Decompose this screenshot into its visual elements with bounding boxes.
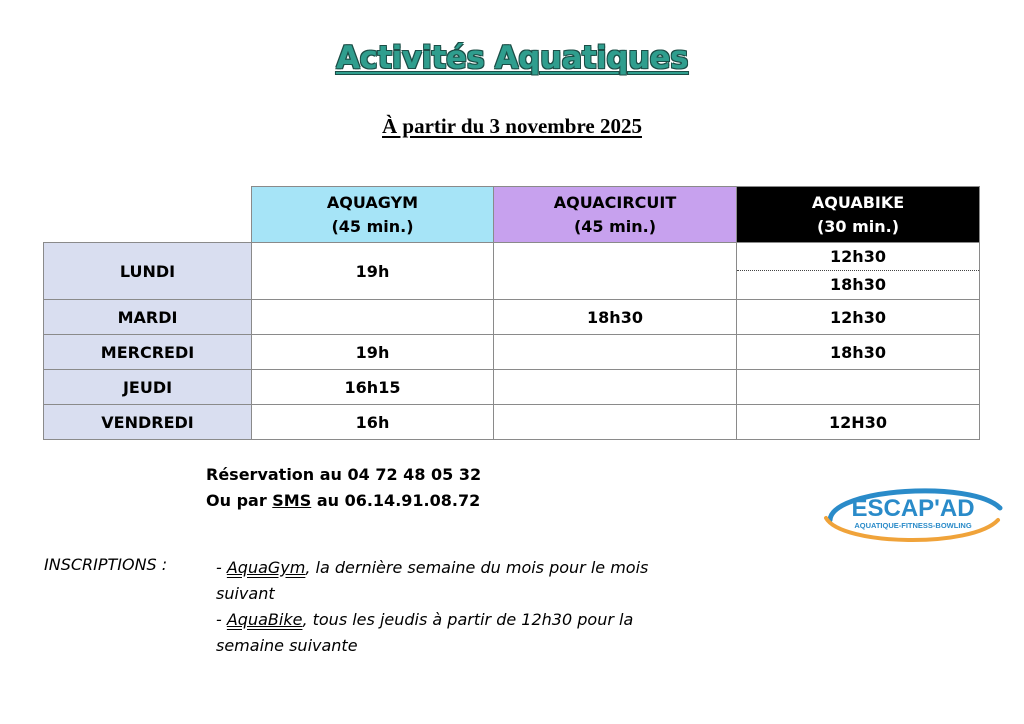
aquabike-time-2: 18h30 xyxy=(830,275,886,294)
aquabike-cell: 18h30 xyxy=(737,335,980,370)
activity-name: AquaBike xyxy=(226,610,303,629)
activity-name: AquaGym xyxy=(226,558,306,577)
aquagym-cell: 16h15 xyxy=(252,370,494,405)
aquacircuit-cell xyxy=(494,405,737,440)
column-header-aquacircuit xyxy=(494,187,737,243)
column-name: AQUAGYM xyxy=(326,192,419,212)
aquagym-cell xyxy=(252,300,494,335)
aquagym-cell: 16h xyxy=(252,405,494,440)
day-cell: MERCREDI xyxy=(44,335,252,370)
column-duration: (30 min.) xyxy=(816,216,900,236)
column-header-aquagym xyxy=(252,187,494,243)
reservation-phone: Réservation au 04 72 48 05 32 xyxy=(206,465,482,484)
day-cell: VENDREDI xyxy=(44,405,252,440)
dash: - xyxy=(216,610,227,629)
day-cell: LUNDI xyxy=(44,243,252,300)
table-row-lundi xyxy=(44,243,980,300)
day-cell: JEUDI xyxy=(44,370,252,405)
aquagym-cell: 19h xyxy=(252,335,494,370)
inscriptions-details xyxy=(216,555,656,659)
day-cell: MARDI xyxy=(44,300,252,335)
reservation-sms xyxy=(206,488,481,514)
table-row-jeudi xyxy=(44,370,980,405)
inscriptions-label: INSCRIPTIONS : xyxy=(44,555,168,574)
inscription-text: , la dernière semaine du mois pour le mois suivant xyxy=(216,558,649,603)
escapad-logo xyxy=(822,478,1004,548)
sms-prefix: Ou par xyxy=(206,491,273,510)
dash: - xyxy=(216,558,227,577)
column-name: AQUABIKE xyxy=(811,192,905,212)
aquacircuit-cell xyxy=(494,335,737,370)
aquabike-cell xyxy=(737,370,980,405)
inscription-text: , tous les jeudis à partir de 12h30 pour la semaine suivante xyxy=(216,610,634,655)
aquacircuit-cell xyxy=(494,370,737,405)
table-corner xyxy=(44,187,252,243)
inscription-item-aquabike xyxy=(216,607,656,659)
inscription-item-aquagym xyxy=(216,555,656,607)
reservation-info xyxy=(206,462,481,514)
table-row-mardi xyxy=(44,300,980,335)
schedule-table xyxy=(43,186,980,440)
aquabike-cell: 12H30 xyxy=(737,405,980,440)
aquacircuit-cell xyxy=(494,243,737,300)
sms-number: au 06.14.91.08.72 xyxy=(311,491,481,510)
aquabike-cell xyxy=(737,243,980,300)
column-duration: (45 min.) xyxy=(573,216,657,236)
aquacircuit-cell: 18h30 xyxy=(494,300,737,335)
page-subtitle: À partir du 3 novembre 2025 xyxy=(382,114,642,138)
table-row-mercredi xyxy=(44,335,980,370)
column-name: AQUACIRCUIT xyxy=(553,192,677,212)
column-duration: (45 min.) xyxy=(331,216,414,236)
aquabike-split xyxy=(737,243,979,299)
table-row-vendredi xyxy=(44,405,980,440)
page-title: Activités Aquatiques xyxy=(335,40,689,76)
logo-tagline: AQUATIQUE-FITNESS-BOWLING xyxy=(854,521,972,530)
column-header-aquabike xyxy=(737,187,980,243)
table-header-row xyxy=(44,187,980,243)
aquabike-time-1: 12h30 xyxy=(737,243,979,271)
aquabike-cell: 12h30 xyxy=(737,300,980,335)
sms-keyword: SMS xyxy=(272,491,312,510)
logo-name: ESCAP'AD xyxy=(851,495,975,522)
aquagym-cell: 19h xyxy=(252,243,494,300)
